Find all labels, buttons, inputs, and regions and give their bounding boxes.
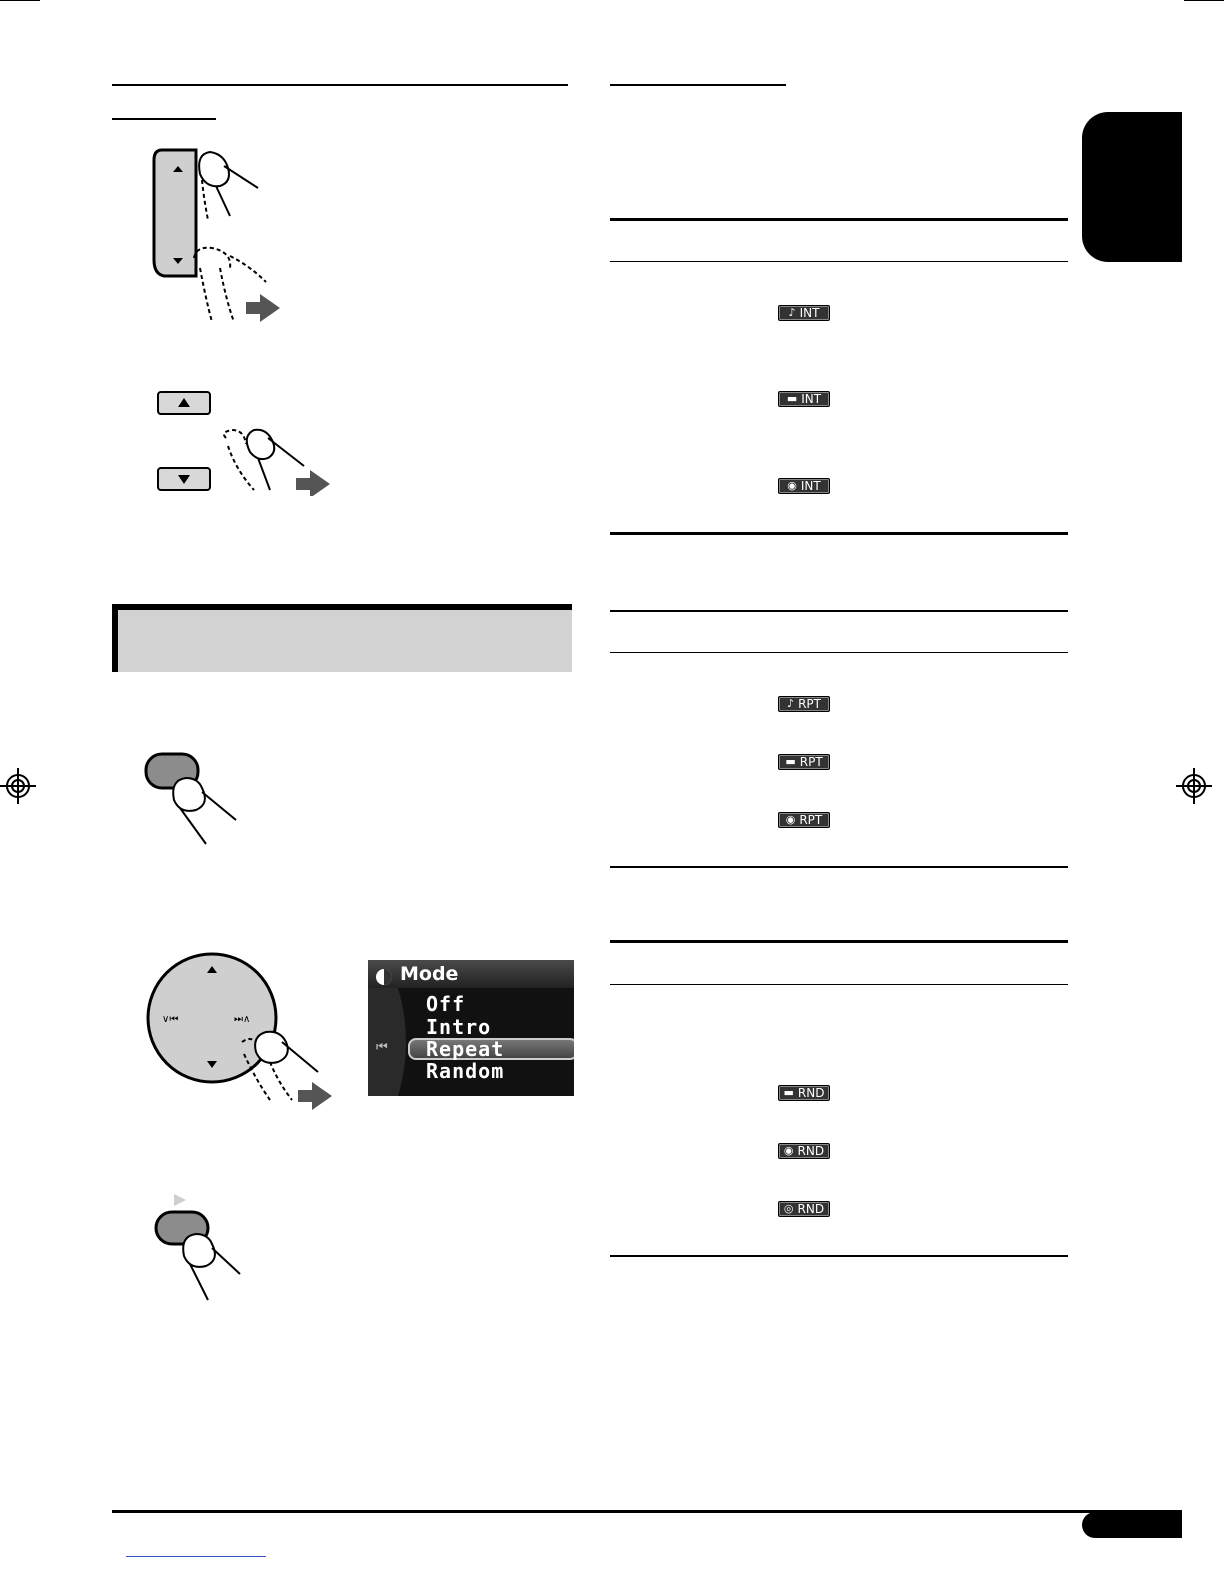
mode-option-repeat[interactable]: Repeat (426, 1037, 505, 1061)
section-header-box (112, 604, 572, 672)
previous-track-icon: ⏮ (376, 1040, 388, 1055)
mode-option-random[interactable]: Random (426, 1059, 505, 1083)
left-heading-rule (112, 84, 568, 86)
disc-icon: ◉ (787, 479, 797, 492)
table-intro-header-rule (610, 261, 1068, 262)
intro-track-indicator: ♪ INT (778, 305, 830, 321)
repeat-disc-indicator: ◉ RPT (778, 812, 830, 828)
mode-menu-title-bar (368, 960, 574, 988)
disc-icon: ◉ (783, 1144, 794, 1157)
up-down-buttons-illustration (154, 386, 334, 496)
language-side-tab (1082, 112, 1182, 262)
repeat-track-indicator: ♪ RPT (778, 696, 830, 712)
music-note-icon: ♪ (788, 306, 796, 319)
disc-icon: ◉ (785, 813, 796, 826)
table-repeat-bottom-rule (610, 866, 1068, 868)
folder-icon: ▬ (783, 1086, 794, 1099)
crop-mark-top-right (1184, 0, 1224, 1)
footer-link-underline[interactable] (126, 1556, 266, 1557)
table-repeat-header-rule (610, 652, 1068, 653)
table-random-top-rule (610, 940, 1068, 943)
button-press-illustration-2 (150, 1190, 260, 1304)
rocker-swipe-illustration (150, 140, 290, 330)
registration-mark-left (0, 768, 36, 804)
registration-mark-right (1176, 768, 1212, 804)
folder-icon: ▬ (786, 392, 798, 405)
control-dial-illustration (146, 950, 342, 1110)
table-random-header-rule (610, 984, 1068, 985)
menu-curve-decoration (368, 988, 414, 1096)
mode-icon (374, 966, 394, 986)
music-note-icon: ♪ (787, 697, 795, 710)
svg-text:∨⏮: ∨⏮ (162, 1014, 179, 1025)
random-all-discs-indicator: ◎ RND (778, 1201, 830, 1217)
random-folder-indicator: ▬ RND (778, 1085, 830, 1101)
mode-menu-screen (368, 960, 574, 1096)
left-subheading-rule (112, 118, 216, 120)
svg-text:⏭∧: ⏭∧ (234, 1014, 251, 1025)
footer-rule (112, 1510, 1182, 1513)
intro-disc-indicator: ◉ INT (778, 478, 830, 494)
table-intro-bottom-rule (610, 532, 1068, 535)
right-heading-rule (610, 84, 786, 86)
random-disc-indicator: ◉ RND (778, 1143, 830, 1159)
table-random-bottom-rule (610, 1255, 1068, 1257)
intro-folder-indicator: ▬ INT (778, 391, 830, 407)
folder-icon: ▬ (785, 755, 796, 768)
table-repeat-top-rule (610, 610, 1068, 612)
mode-menu-title: Mode (400, 963, 459, 985)
repeat-folder-indicator: ▬ RPT (778, 754, 830, 770)
button-press-illustration-1 (140, 748, 250, 848)
mode-option-intro[interactable]: Intro (426, 1015, 492, 1039)
crop-mark-top-left (0, 0, 40, 1)
table-intro-top-rule (610, 218, 1068, 221)
multi-disc-icon: ◎ (783, 1202, 794, 1215)
mode-option-off[interactable]: Off (426, 992, 466, 1016)
page-number-tab (1082, 1512, 1182, 1538)
